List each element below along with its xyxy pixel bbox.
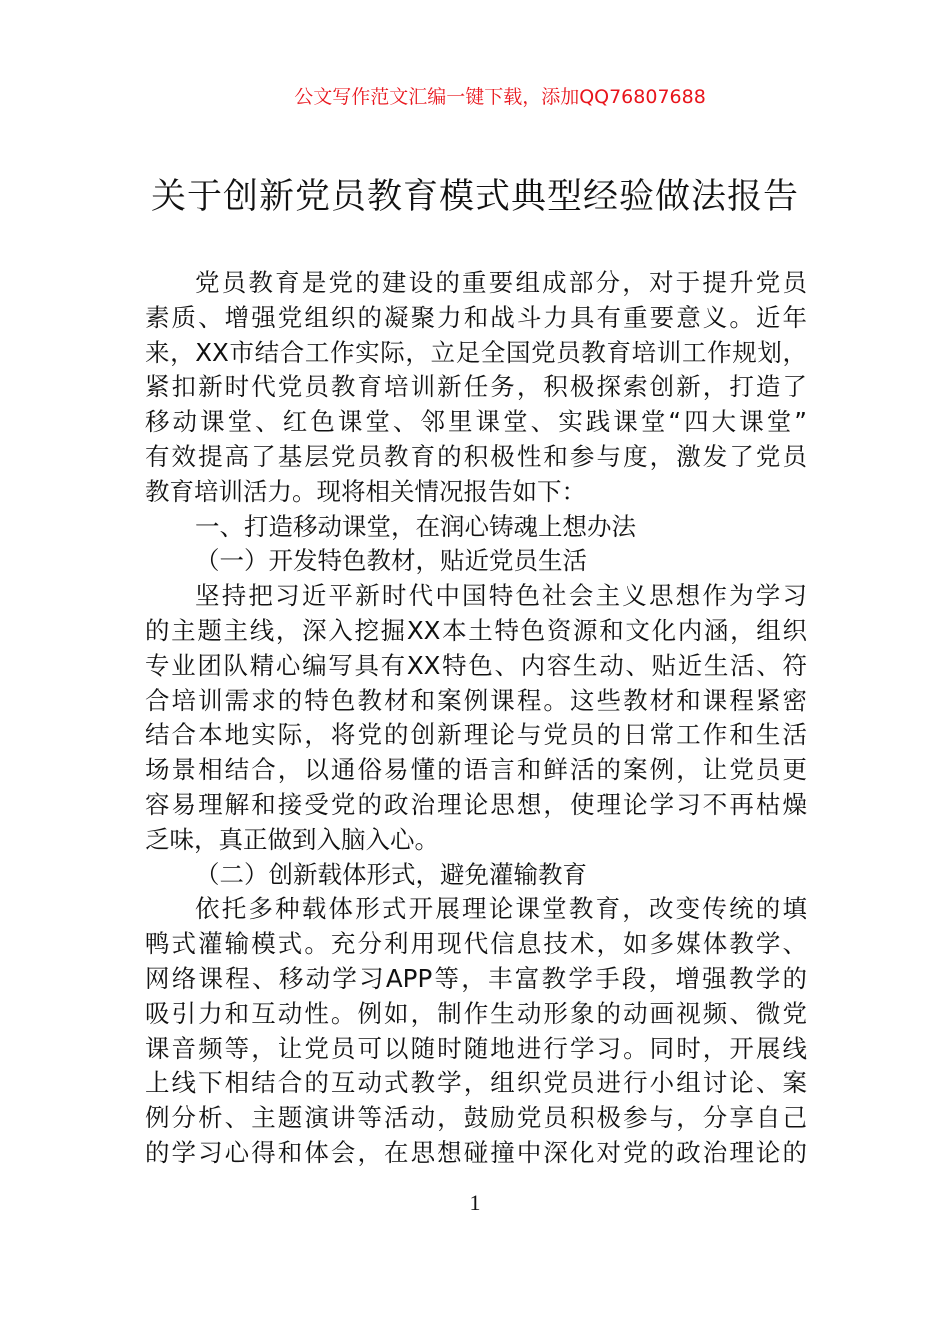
document-title: 关于创新党员教育模式典型经验做法报告 — [150, 177, 799, 217]
paragraph-line: 网络课程、移动学习APP等，丰富教学手段，增强教学的 — [145, 963, 807, 993]
section-heading: （一）开发特色教材，贴近党员生活 — [195, 546, 587, 576]
paragraph-line: 来，XX市结合工作实际，立足全国党员教育培训工作规划， — [145, 337, 807, 367]
paragraph-line: 移动课堂、红色课堂、邻里课堂、实践课堂“四大课堂” — [145, 407, 807, 437]
paragraph-line: 素质、增强党组织的凝聚力和战斗力具有重要意义。近年 — [145, 302, 807, 332]
paragraph-line: 紧扣新时代党员教育培训新任务，积极探索创新，打造了 — [145, 372, 807, 402]
section-heading: （二）创新载体形式，避免灌输教育 — [195, 859, 587, 889]
paragraph-line: 合培训需求的特色教材和案例课程。这些教材和课程紧密 — [145, 685, 807, 715]
document-body — [145, 266, 807, 1171]
paragraph-line: 有效提高了基层党员教育的积极性和参与度，激发了党员 — [145, 441, 807, 471]
paragraph-line: 吸引力和互动性。例如，制作生动形象的动画视频、微党 — [145, 998, 807, 1028]
paragraph-line: 的主题主线，深入挖掘XX本土特色资源和文化内涵，组织 — [145, 615, 807, 645]
paragraph-line: 党员教育是党的建设的重要组成部分，对于提升党员 — [195, 268, 807, 297]
paragraph-line: 课音频等，让党员可以随时随地进行学习。同时，开展线 — [145, 1033, 807, 1063]
promo-header: 公文写作范文汇编一键下载，添加QQ76807688 — [294, 86, 706, 108]
page-number: 1 — [469, 1190, 481, 1215]
paragraph-line: 容易理解和接受党的政治理论思想，使理论学习不再枯燥 — [145, 789, 807, 819]
paragraph-line: 专业团队精心编写具有XX特色、内容生动、贴近生活、符 — [145, 650, 807, 680]
paragraph-line: 乏味，真正做到入脑入心。 — [145, 824, 439, 854]
paragraph-line: 鸭式灌输模式。充分利用现代信息技术，如多媒体教学、 — [145, 929, 807, 959]
paragraph-line: 上线下相结合的互动式教学，组织党员进行小组讨论、案 — [145, 1068, 807, 1098]
paragraph-line: 坚持把习近平新时代中国特色社会主义思想作为学习 — [195, 581, 807, 611]
paragraph-line: 的学习心得和体会，在思想碰撞中深化对党的政治理论的 — [145, 1137, 807, 1167]
paragraph-line: 场景相结合，以通俗易懂的语言和鲜活的案例，让党员更 — [145, 755, 807, 785]
paragraph-line: 教育培训活力。现将相关情况报告如下： — [145, 476, 586, 506]
section-heading: 一、打造移动课堂，在润心铸魂上想办法 — [195, 511, 636, 541]
paragraph-line: 依托多种载体形式开展理论课堂教育，改变传统的填 — [195, 894, 807, 924]
paragraph-line: 结合本地实际，将党的创新理论与党员的日常工作和生活 — [145, 720, 807, 750]
paragraph-line: 例分析、主题演讲等活动，鼓励党员积极参与，分享自己 — [145, 1103, 807, 1133]
